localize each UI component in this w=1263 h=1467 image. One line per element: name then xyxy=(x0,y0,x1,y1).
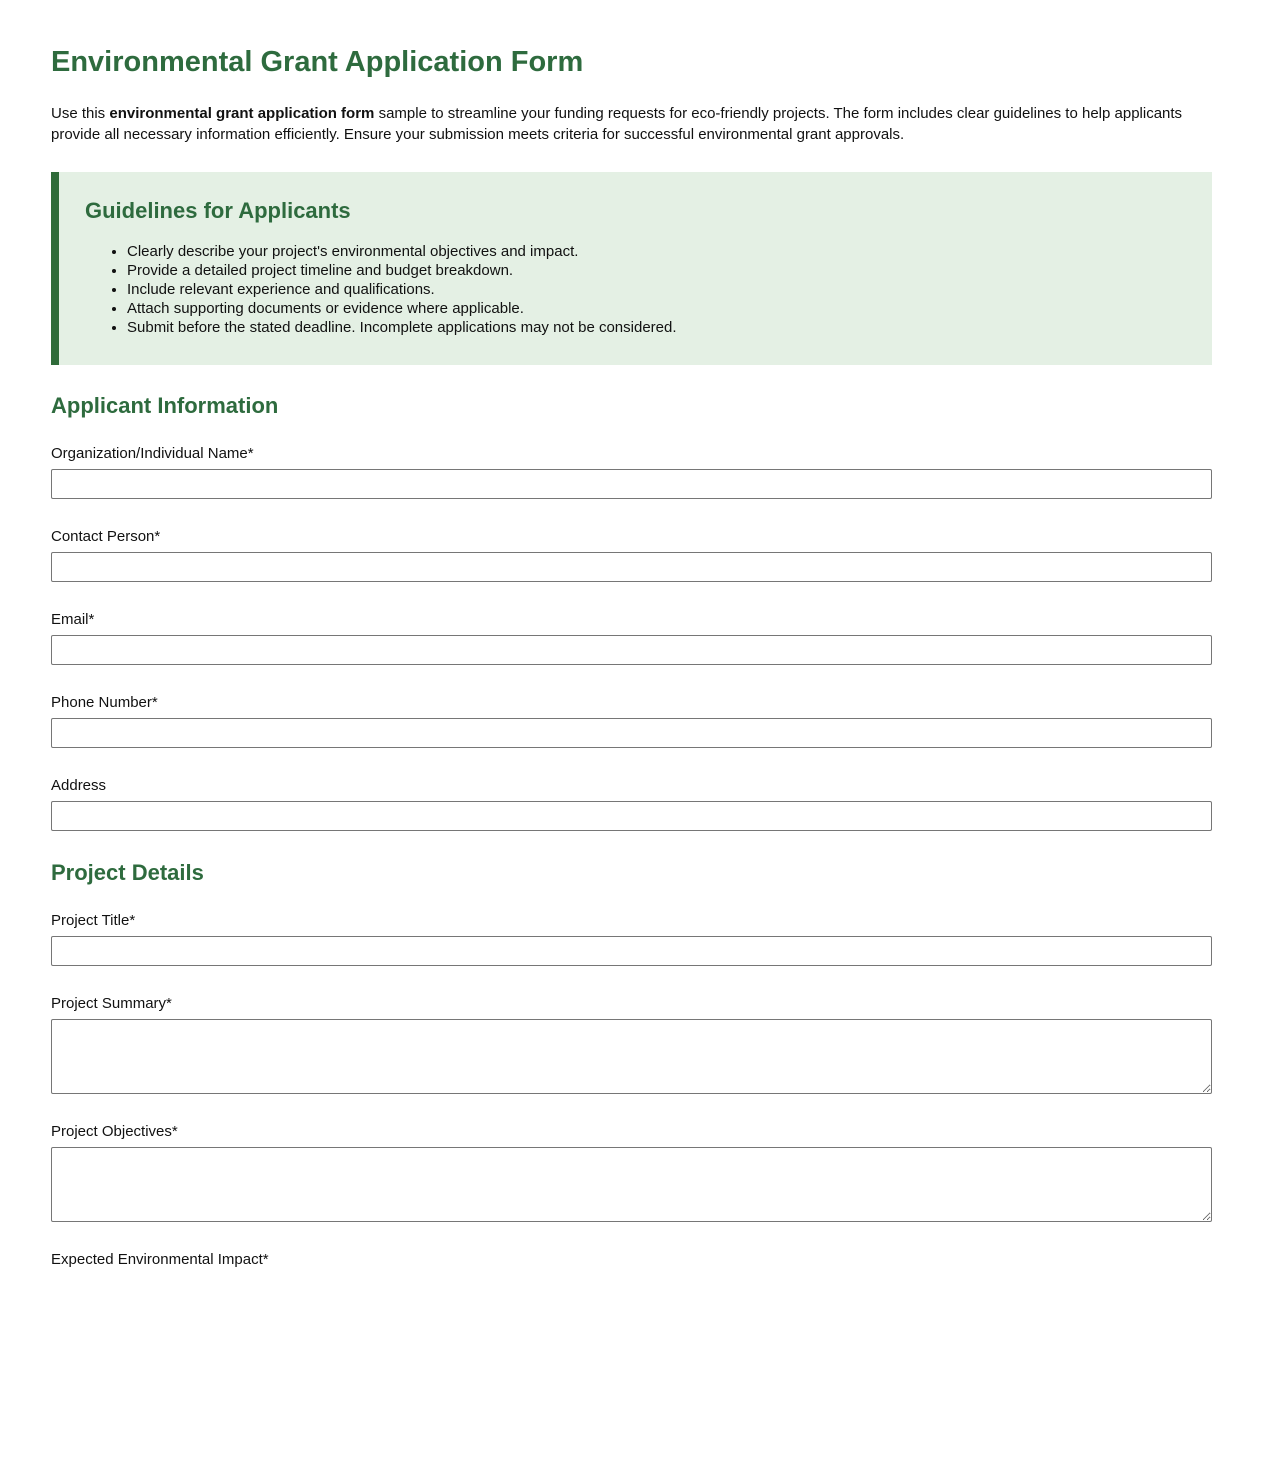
email-label: Email* xyxy=(51,611,95,629)
project-title-label: Project Title* xyxy=(51,912,136,930)
guidelines-callout xyxy=(51,172,1212,365)
guideline-item: • Clearly describe your project's environmental objectives and impact. xyxy=(127,242,1186,261)
guidelines-heading: Guidelines for Applicants xyxy=(85,198,351,224)
phone-number-input[interactable] xyxy=(51,718,1212,748)
guideline-item: • Include relevant experience and qualifications. xyxy=(127,280,1186,299)
project-title-input[interactable] xyxy=(51,936,1212,966)
contact-person-label: Contact Person* xyxy=(51,528,161,546)
organization-name-input[interactable] xyxy=(51,469,1212,499)
guideline-item: • Submit before the stated deadline. Incomplete applications may not be considered. xyxy=(127,318,1186,337)
phone-number-label: Phone Number* xyxy=(51,694,158,712)
phone-number-field-group xyxy=(51,694,1212,748)
intro-suffix: sample to streamline your funding requests for eco-friendly projects. The form includes clear guidelines to help applicants provide all necessary information efficiently. Ensure your submission meets criteria for successful environmental grant approvals. xyxy=(51,105,1183,144)
project-objectives-field-group xyxy=(51,1123,1212,1222)
email-field-group xyxy=(51,611,1212,665)
project-summary-label: Project Summary* xyxy=(51,995,172,1013)
intro-bold-phrase: environmental grant application form xyxy=(109,105,375,123)
section-heading-applicant-information: Applicant Information xyxy=(51,393,279,419)
guidelines-list xyxy=(85,242,1186,337)
page-title: Environmental Grant Application Form xyxy=(51,46,584,78)
project-objectives-label: Project Objectives* xyxy=(51,1123,178,1141)
form-page xyxy=(51,0,1212,1458)
expected-impact-label: Expected Environmental Impact* xyxy=(51,1251,269,1269)
contact-person-input[interactable] xyxy=(51,552,1212,582)
project-summary-textarea[interactable] xyxy=(51,1019,1212,1094)
contact-person-field-group xyxy=(51,528,1212,582)
intro-prefix: Use this xyxy=(51,105,110,123)
address-field-group xyxy=(51,777,1212,831)
section-heading-project-details: Project Details xyxy=(51,860,204,886)
organization-name-label: Organization/Individual Name* xyxy=(51,445,254,463)
intro-text xyxy=(51,103,1212,145)
guideline-item: • Provide a detailed project timeline and budget breakdown. xyxy=(127,261,1186,280)
project-title-field-group xyxy=(51,912,1212,966)
organization-name-field-group xyxy=(51,445,1212,499)
guideline-item: • Attach supporting documents or evidence where applicable. xyxy=(127,299,1186,318)
address-input[interactable] xyxy=(51,801,1212,831)
email-input[interactable] xyxy=(51,635,1212,665)
project-objectives-textarea[interactable] xyxy=(51,1147,1212,1222)
project-summary-field-group xyxy=(51,995,1212,1094)
address-label: Address xyxy=(51,777,107,795)
